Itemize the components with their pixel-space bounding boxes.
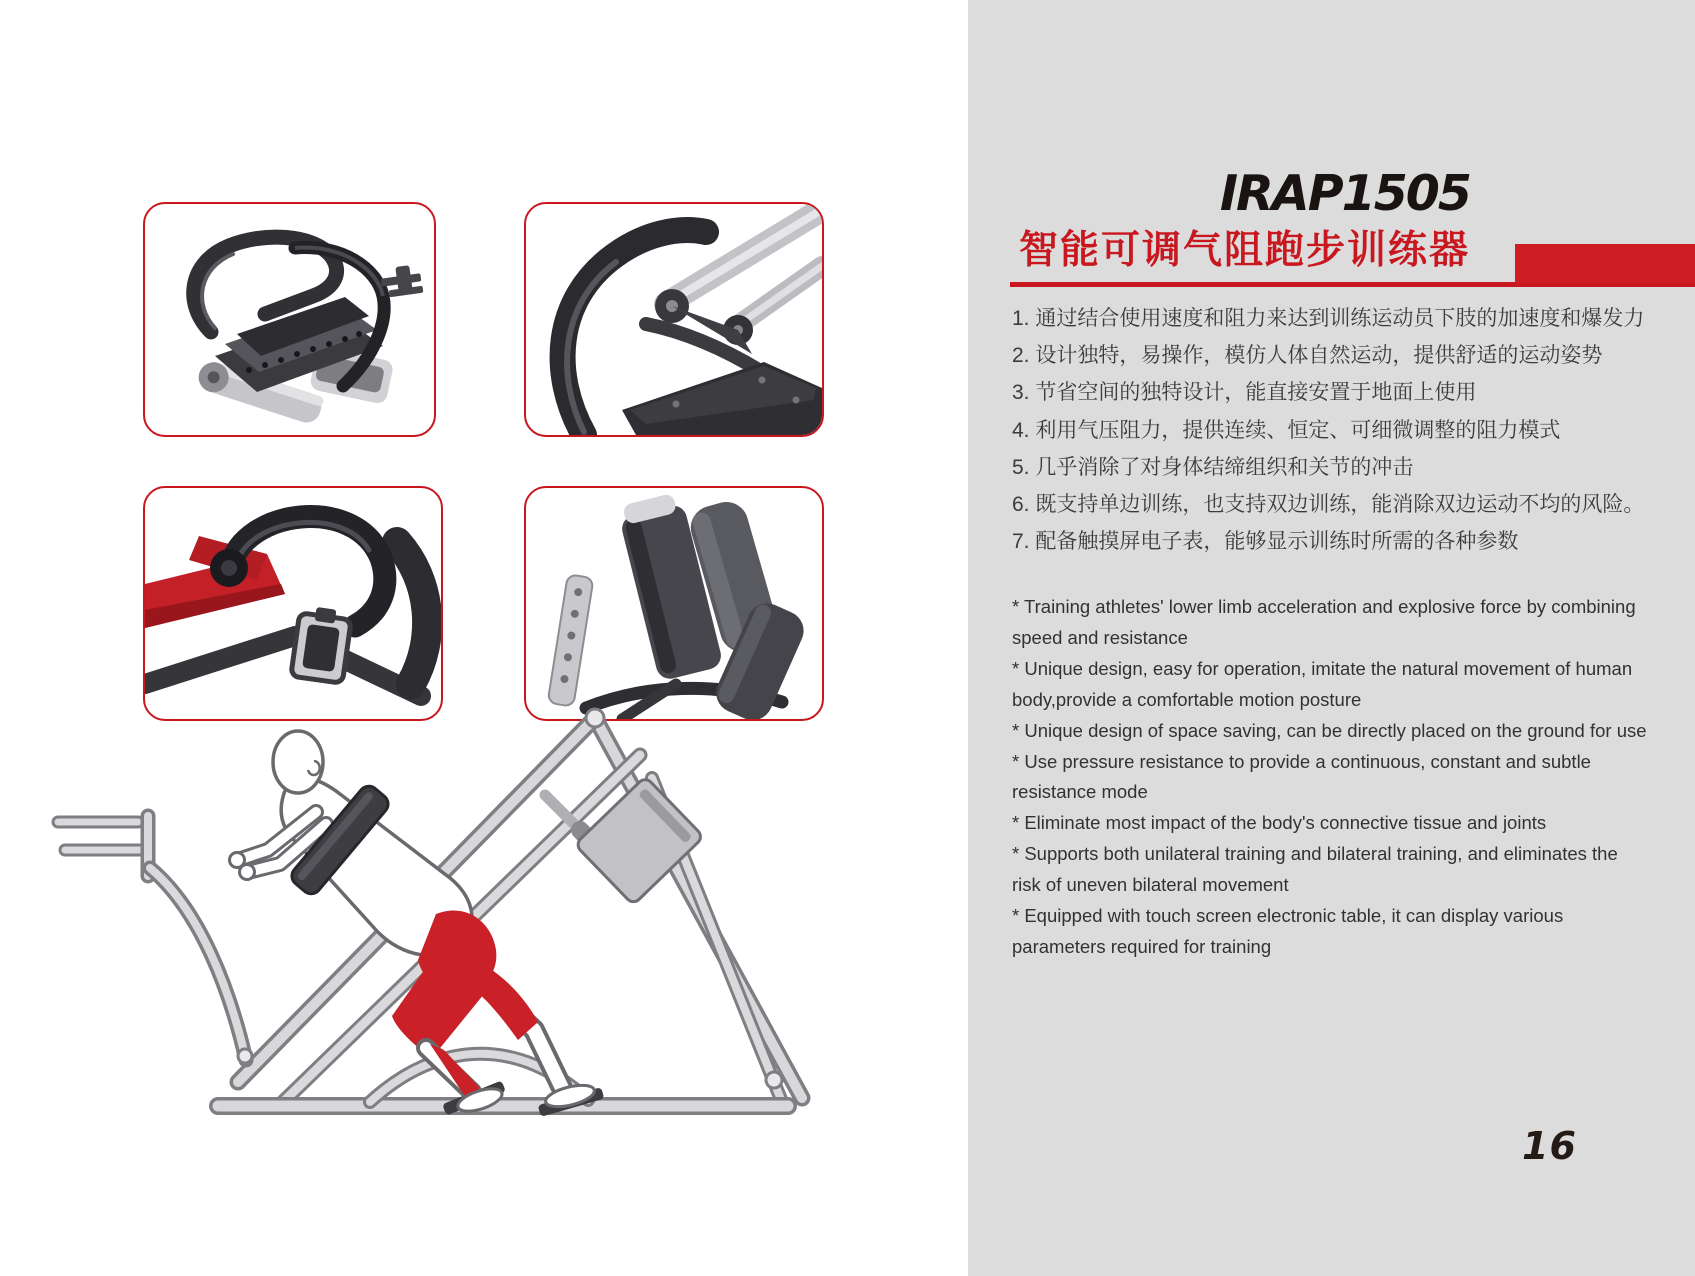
detail-photo-frame-corner [524,202,824,437]
feature-cn-line: 6. 既支持单边训练，也支持双边训练，能消除双边运动不均的风险。 [1012,493,1645,517]
page-number: 16 [1522,1124,1577,1168]
feature-en-line: * Equipped with touch screen electronic table, it can display various [1012,905,1564,927]
athlete-on-incline-trainer-illustration [40,700,920,1200]
feature-en-line: parameters required for training [1012,935,1272,957]
feature-cn-line: 5. 几乎消除了对身体结缔组织和关节的冲击 [1012,455,1414,479]
feature-cn-line: 7. 配备触摸屏电子表，能够显示训练时所需的各种参数 [1012,530,1519,554]
feature-cn-line: 1. 通过结合使用速度和阻力来达到训练运动员下肢的加速度和爆发力 [1012,307,1645,330]
pedal-toe-clip-straps-icon [145,204,434,435]
detail-photo-pedal [143,202,436,437]
detail-photo-pads [524,486,824,721]
athlete-figure [230,731,597,1116]
feature-cn-line: 2. 设计独特，易操作，模仿人体自然运动，提供舒适的运动姿势 [1012,344,1603,368]
features-list-en [1012,592,1647,963]
features-list-cn [1012,300,1672,560]
feature-en-line: * Eliminate most impact of the body's connective tissue and joints [1012,812,1547,834]
feature-en-line: resistance mode [1012,781,1148,803]
detail-photo-red-lever [143,486,443,721]
feature-cn-line: 3. 节省空间的独特设计，能直接安置于地面上使用 [1012,381,1477,405]
feature-en-line: speed and resistance [1012,626,1188,648]
feature-cn-line: 4. 利用气压阻力，提供连续、恒定、可细微调整的阻力模式 [1012,418,1561,442]
feature-en-line: * Unique design of space saving, can be directly placed on the ground for use [1012,719,1647,741]
feature-en-line: * Supports both unilateral training and bilateral training, and eliminates the [1012,843,1618,865]
red-accent-bar [1515,244,1695,283]
feature-en-line: * Use pressure resistance to provide a continuous, constant and subtle [1012,750,1591,772]
feature-en-line: * Training athletes' lower limb acceleration and explosive force by combining [1012,596,1636,617]
feature-en-line: body,provide a comfortable motion posture [1012,688,1362,710]
feature-en-line: risk of uneven bilateral movement [1012,874,1289,896]
product-subtitle-cn: 智能可调气阻跑步训练器 [1018,229,1470,272]
adjustable-pads-icon [526,488,822,719]
feature-en-line: * Unique design, easy for operation, imitate the natural movement of human [1012,657,1633,679]
model-title: IRAP1505 [1219,165,1470,222]
frame-corner-cylinders-icon [526,204,822,435]
red-lever-handle-icon [145,488,441,719]
